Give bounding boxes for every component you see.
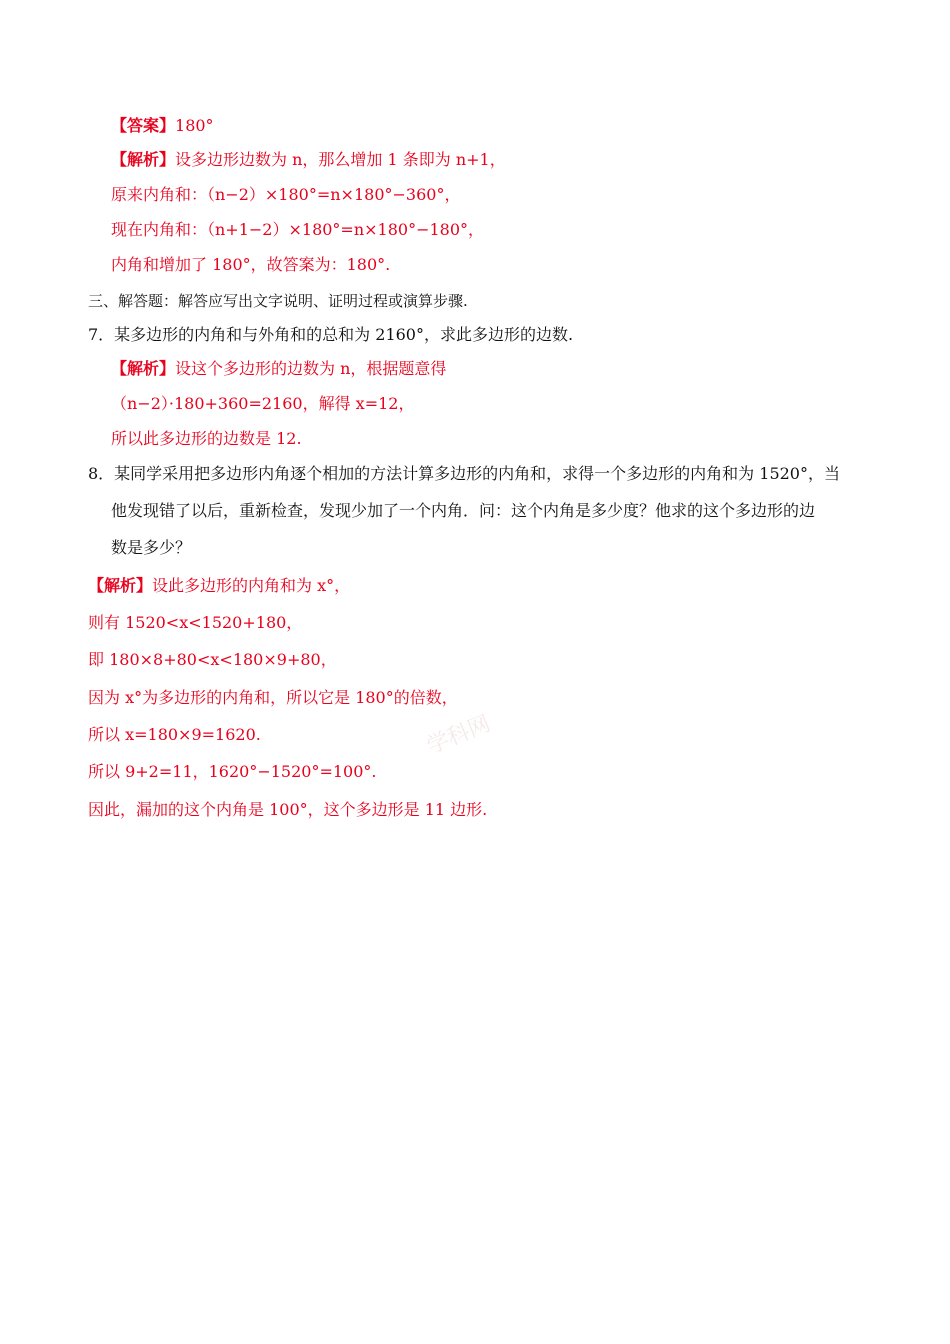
watermark-text: 学科网 xyxy=(423,711,495,760)
question-8-line-3: 数是多少？ xyxy=(111,538,192,557)
q8-analysis-line-5: 所以 x=180×9=1620. xyxy=(88,725,261,744)
q8-analysis-line-4: 因为 x°为多边形的内角和，所以它是 180°的倍数， xyxy=(88,688,458,707)
analysis-line-3: 现在内角和：（n+1−2）×180°=n×180°−180°， xyxy=(111,220,485,239)
q8-analysis-text: 设此多边形的内角和为 x°， xyxy=(152,576,351,595)
answer-label: 【答案】 xyxy=(111,116,176,135)
q8-analysis-line-7: 因此，漏加的这个内角是 100°，这个多边形是 11 边形. xyxy=(88,800,488,819)
q8-analysis-label: 【解析】 xyxy=(88,576,153,595)
q7-analysis-line-3: 所以此多边形的边数是 12. xyxy=(111,429,302,448)
q8-analysis-line-2: 则有 1520<x<1520+180， xyxy=(88,613,303,632)
answer-value: 180° xyxy=(175,116,214,135)
analysis-line-2: 原来内角和：（n−2）×180°=n×180°−360°， xyxy=(111,185,461,204)
q8-analysis-line-6: 所以 9+2=11，1620°−1520°=100°. xyxy=(88,762,377,781)
analysis-text: 设多边形边数为 n，那么增加 1 条即为 n+1， xyxy=(175,150,506,169)
q7-analysis-line-1 xyxy=(111,358,446,380)
question-8-line-2: 他发现错了以后，重新检查，发现少加了一个内角．问：这个内角是多少度？他求的这个多边形的边 xyxy=(111,501,816,520)
q8-analysis-line-3: 即 180×8+80<x<180×9+80， xyxy=(88,650,337,669)
section-heading: 三、解答题：解答应写出文字说明、证明过程或演算步骤. xyxy=(88,292,468,310)
analysis-line-1 xyxy=(111,149,506,171)
q7-analysis-label: 【解析】 xyxy=(111,359,176,378)
question-7-text: 7．某多边形的内角和与外角和的总和为 2160°，求此多边形的边数. xyxy=(88,325,574,344)
q7-analysis-line-2: （n−2）·180+360=2160，解得 x=12， xyxy=(111,394,415,413)
q7-analysis-text: 设这个多边形的边数为 n，根据题意得 xyxy=(175,359,447,378)
analysis-line-4: 内角和增加了 180°，故答案为：180°. xyxy=(111,255,391,274)
answer-line xyxy=(111,115,214,137)
question-8-line-1: 8．某同学采用把多边形内角逐个相加的方法计算多边形的内角和，求得一个多边形的内角和为 1520°，当 xyxy=(88,464,840,483)
analysis-label: 【解析】 xyxy=(111,150,176,169)
q8-analysis-line-1 xyxy=(88,575,350,597)
